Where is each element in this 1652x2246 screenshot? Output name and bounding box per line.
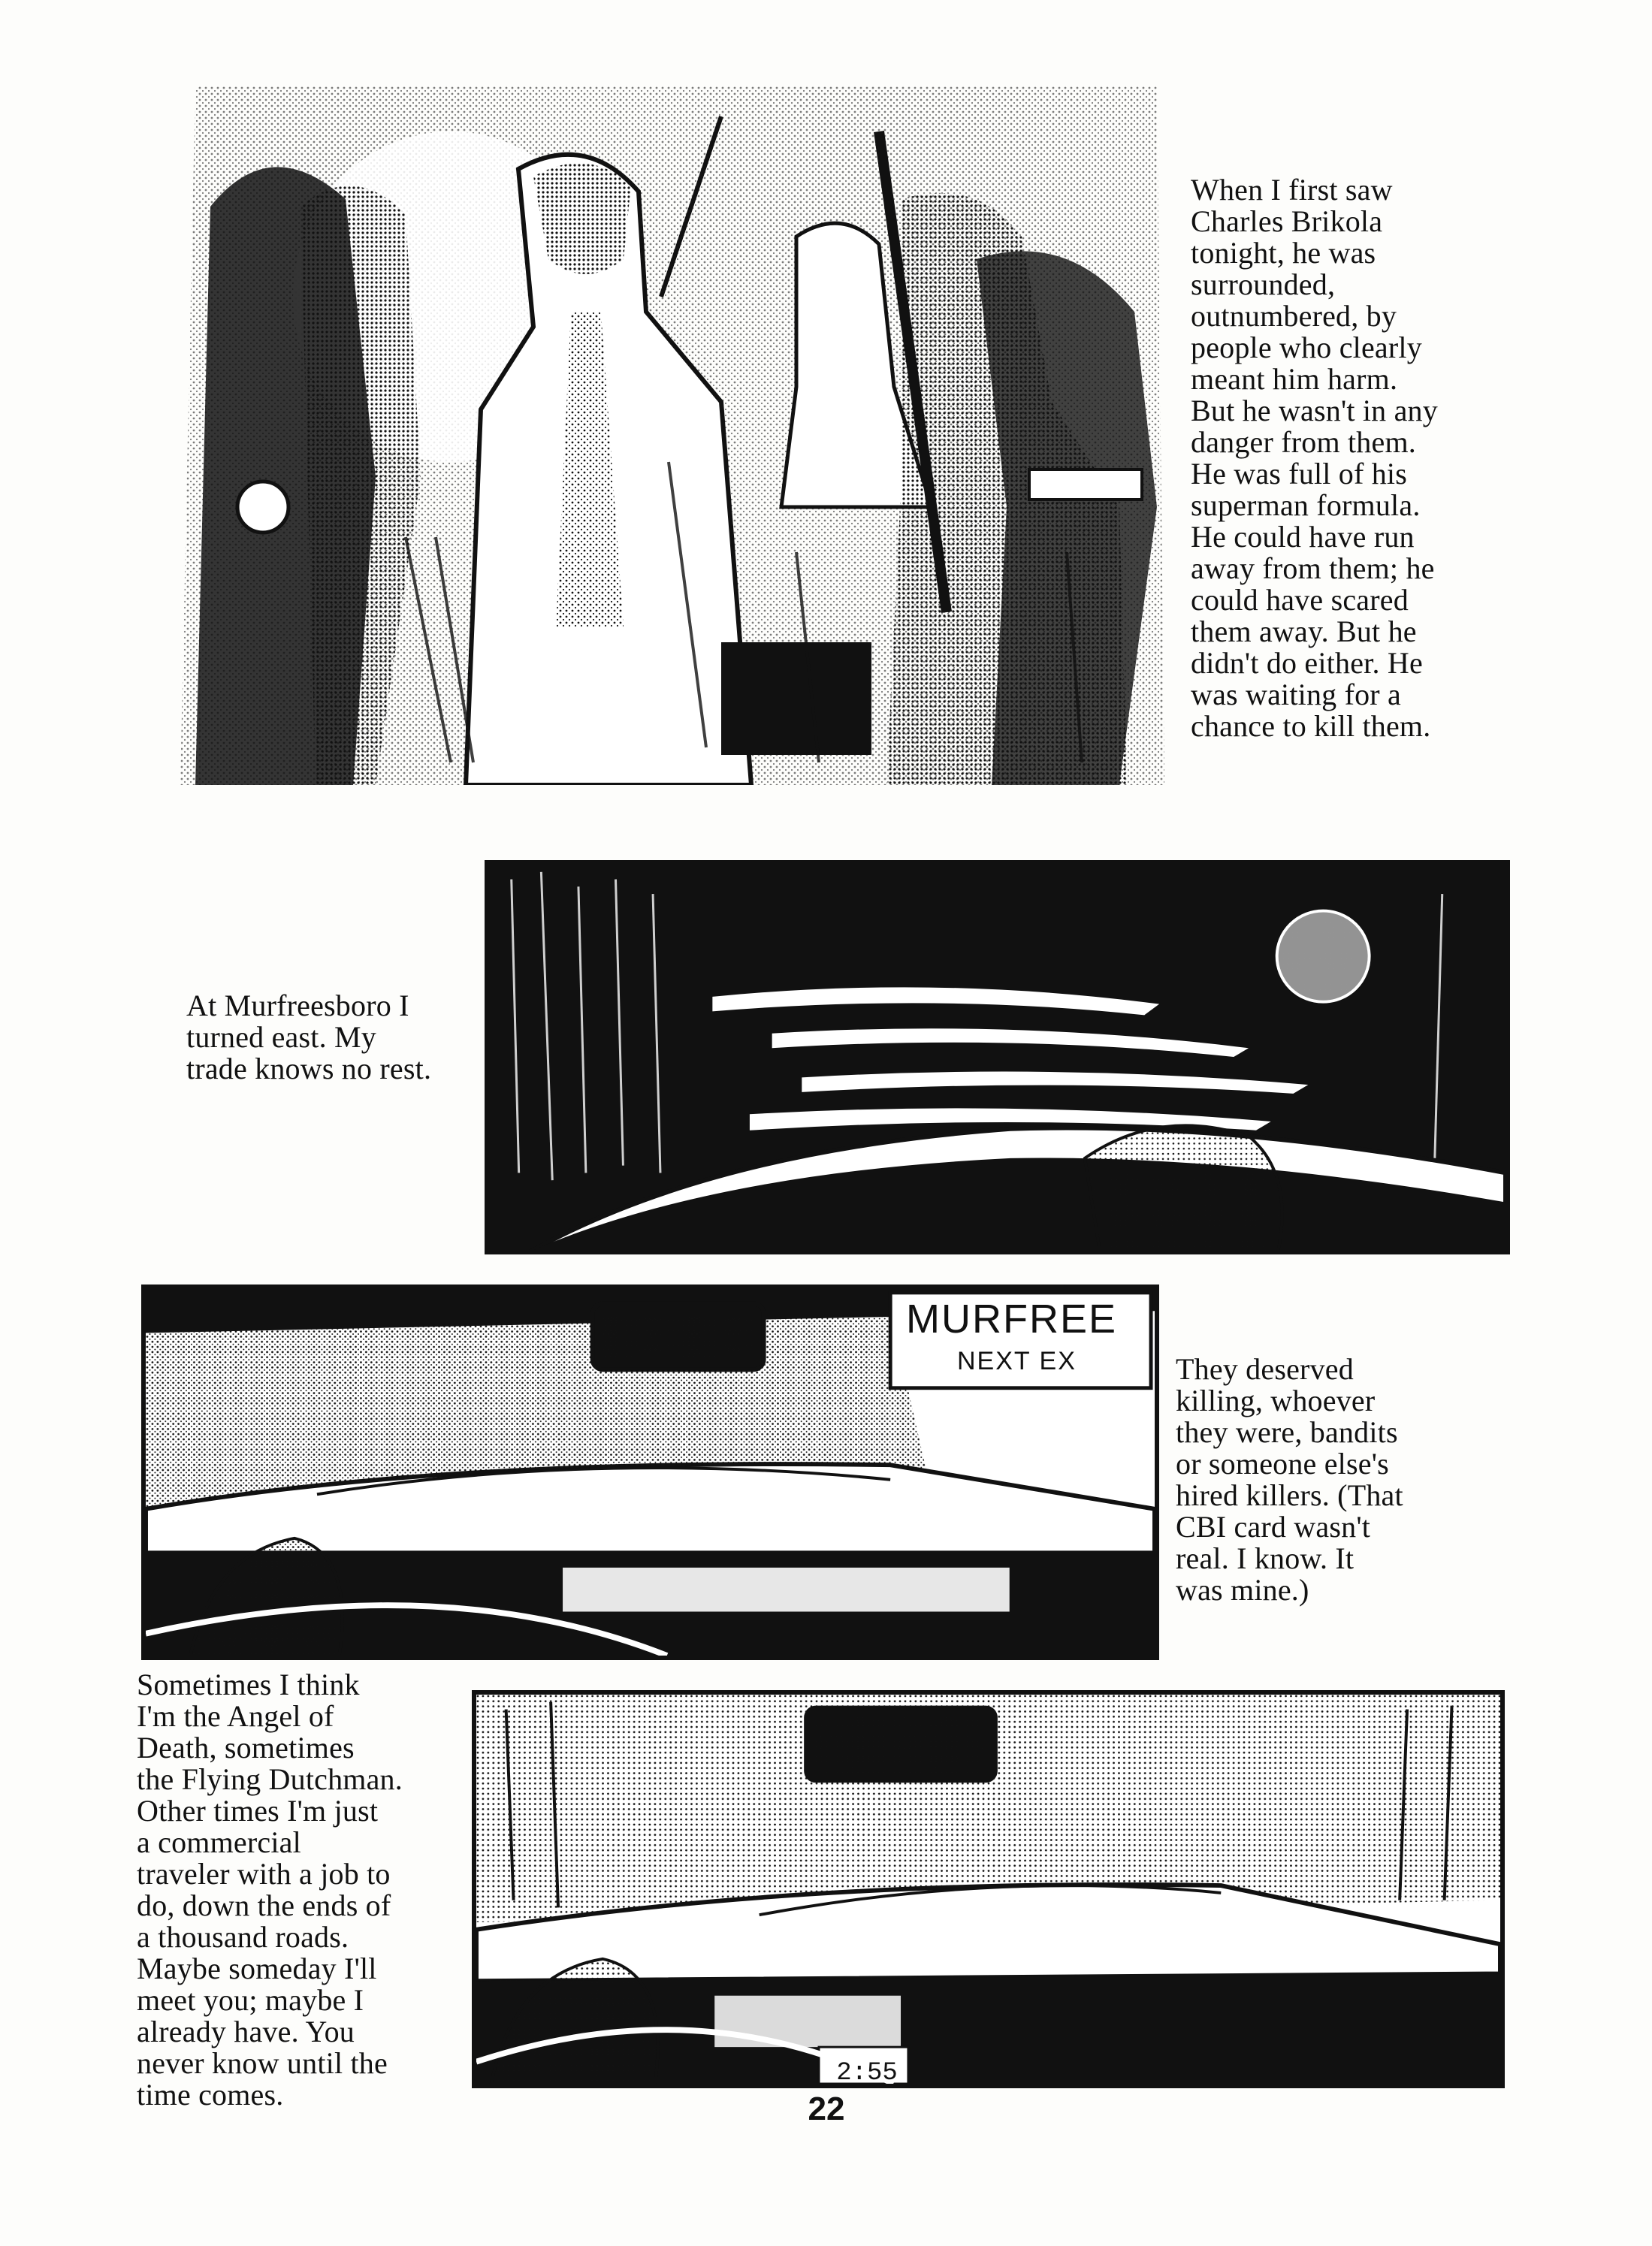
- caption-brikola: When I first saw Charles Brikola tonight, he was surrounded, outnumbered, by people who clearly meant him harm. But he wasn't in any danger from them. He was full of his superman formula. He could have run away from them; he could have scared them away. But he didn't do either. He was waiting for a chance to kill them.: [1191, 173, 1438, 743]
- caption-angel-of-death: Sometimes I think I'm the Angel of Death, sometimes the Flying Dutchman. Other times I'm just a commercial traveler with a job to do, down the ends of a thousand roads. Maybe someday I'll meet you; maybe I already have. You never know until the time comes.: [137, 1668, 403, 2112]
- dashboard-clock-illustration: [476, 1695, 1500, 2084]
- caption-murfreesboro: At Murfreesboro I turned east. My trade knows no rest.: [186, 989, 432, 1085]
- night-road-illustration: [489, 865, 1506, 1250]
- panel-confrontation: [180, 86, 1164, 785]
- caption-deserved-killing: They deserved killing, whoever they were, bandits or someone else's hired killers. (That CBI card wasn't real. I know. It was mine.): [1176, 1352, 1403, 1607]
- panel-dashboard-clock: [472, 1690, 1505, 2088]
- panel-dashboard-sign: [141, 1285, 1159, 1660]
- panel-night-road: [485, 860, 1510, 1254]
- confrontation-illustration: [180, 86, 1164, 785]
- dashboard-clock-readout: 2:55: [836, 2059, 898, 2088]
- page-number: 22: [808, 2091, 845, 2127]
- sign-main-text: MURFREE: [906, 1298, 1117, 1340]
- sign-sub-text: NEXT EX: [957, 1348, 1077, 1375]
- dashboard-sign-illustration: [146, 1289, 1155, 1656]
